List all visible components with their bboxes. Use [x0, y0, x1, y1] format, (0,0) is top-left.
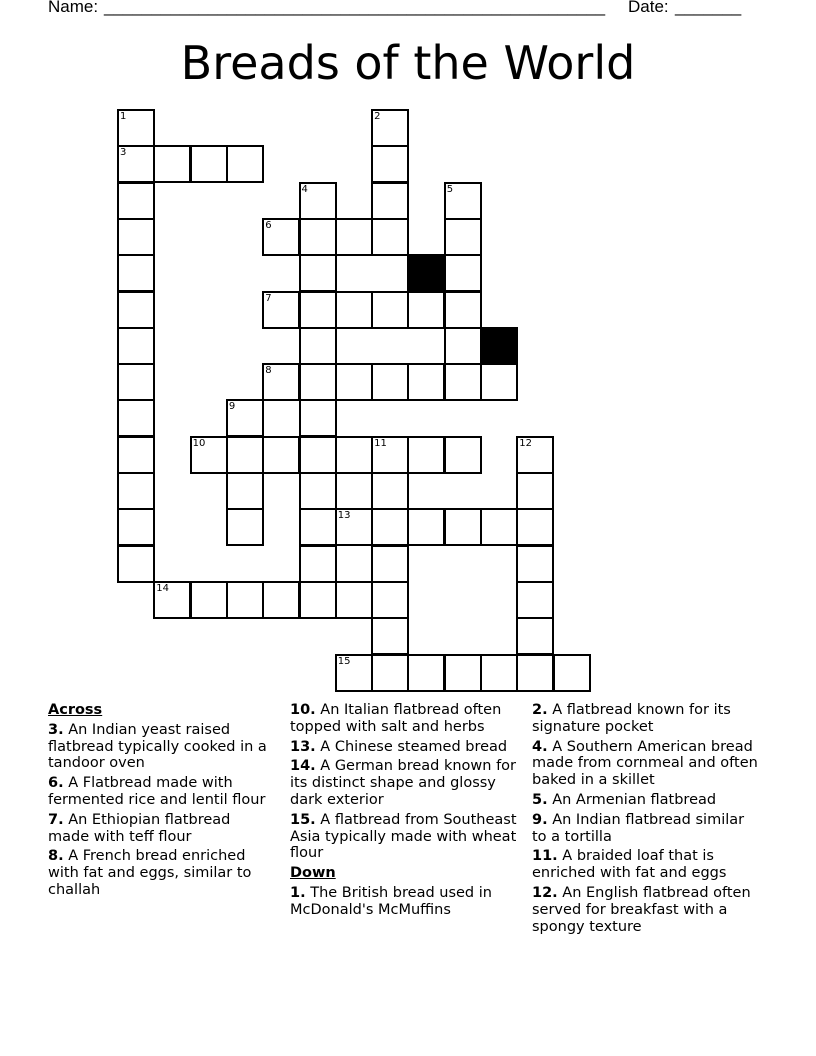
clue-number: 6. [48, 775, 64, 792]
grid-cell[interactable] [444, 182, 482, 220]
clue-number: 12. [532, 884, 558, 901]
grid-cell[interactable] [299, 472, 337, 510]
clue-down-12 [532, 885, 760, 935]
cell-number: 3 [120, 147, 127, 159]
grid-cell[interactable] [117, 182, 155, 220]
grid-cell[interactable] [226, 145, 264, 183]
grid-cell[interactable] [262, 218, 300, 256]
grid-cell[interactable] [335, 508, 373, 546]
clue-across-14 [290, 758, 518, 808]
grid-cell[interactable] [226, 508, 264, 546]
grid-cell[interactable] [371, 145, 409, 183]
grid-cell[interactable] [371, 508, 409, 546]
grid-cell[interactable] [516, 508, 554, 546]
grid-cell[interactable] [516, 472, 554, 510]
grid-cell[interactable] [153, 581, 191, 619]
grid-cell[interactable] [407, 363, 445, 401]
grid-cell[interactable] [117, 291, 155, 329]
grid-cell[interactable] [371, 363, 409, 401]
clue-number: 7. [48, 811, 64, 828]
grid-cell[interactable] [117, 363, 155, 401]
grid-cell[interactable] [299, 327, 337, 365]
grid-cell[interactable] [335, 436, 373, 474]
clue-down-11 [532, 848, 760, 882]
grid-cell[interactable] [117, 327, 155, 365]
clue-down-5 [532, 792, 760, 809]
clue-text: The British bread used in McDonald's McMuffins [290, 884, 492, 918]
clue-number: 4. [532, 738, 548, 755]
grid-cell[interactable] [226, 436, 264, 474]
grid-cell[interactable] [299, 581, 337, 619]
clue-text: An Italian flatbread often topped with salt and herbs [290, 702, 502, 735]
grid-cell[interactable] [371, 545, 409, 583]
grid-cell[interactable] [153, 145, 191, 183]
grid-cell[interactable] [371, 654, 409, 692]
clue-number: 8. [48, 848, 64, 865]
cell-number: 7 [265, 292, 272, 304]
cell-number: 13 [337, 510, 351, 522]
grid-cell[interactable] [117, 399, 155, 437]
clue-column-1 [48, 702, 276, 902]
cell-number: 11 [374, 437, 387, 449]
grid-cell[interactable] [407, 508, 445, 546]
cell-number: 10 [192, 437, 206, 449]
grid-cell[interactable] [371, 436, 409, 474]
grid-cell[interactable] [516, 654, 554, 692]
grid-cell[interactable] [299, 363, 337, 401]
date-field[interactable]: _______ [675, 0, 742, 16]
grid-cell[interactable] [299, 436, 337, 474]
page-title: Breads of the World [180, 36, 636, 90]
grid-cell[interactable] [190, 436, 228, 474]
grid-cell[interactable] [117, 109, 155, 147]
grid-block [480, 327, 518, 365]
name-label: Name: [48, 0, 99, 16]
grid-cell[interactable] [444, 291, 482, 329]
grid-cell[interactable] [226, 399, 264, 437]
grid-cell[interactable] [480, 363, 518, 401]
grid-cell[interactable] [444, 254, 482, 292]
clue-down-2 [532, 702, 760, 736]
grid-cell[interactable] [371, 182, 409, 220]
clue-down-9 [532, 812, 760, 846]
clue-number: 14. [290, 758, 316, 775]
across-heading: Across [48, 702, 103, 718]
grid-cell[interactable] [444, 508, 482, 546]
grid-cell[interactable] [262, 291, 300, 329]
clue-text: An Ethiopian flatbread made with teff flour [48, 811, 231, 845]
grid-cell[interactable] [299, 508, 337, 546]
clue-across-10 [290, 702, 518, 736]
grid-cell[interactable] [299, 218, 337, 256]
grid-cell[interactable] [335, 218, 373, 256]
grid-cell[interactable] [553, 654, 591, 692]
clue-across-13 [290, 739, 518, 756]
grid-cell[interactable] [299, 254, 337, 292]
grid-cell[interactable] [299, 182, 337, 220]
clue-text: A French bread enriched with fat and eggs, similar to challah [48, 848, 252, 898]
clue-number: 15. [290, 811, 316, 828]
grid-cell[interactable] [117, 508, 155, 546]
clue-text: A Chinese steamed bread [320, 738, 508, 755]
clue-across-8 [48, 848, 276, 898]
cell-number: 6 [265, 219, 272, 231]
cell-number: 5 [446, 183, 454, 195]
grid-cell[interactable] [262, 436, 300, 474]
cell-number: 4 [301, 183, 308, 195]
clue-number: 13. [290, 738, 316, 755]
grid-cell[interactable] [335, 581, 373, 619]
grid-cell[interactable] [299, 291, 337, 329]
grid-cell[interactable] [117, 436, 155, 474]
grid-cell[interactable] [480, 508, 518, 546]
clue-column-2 [290, 702, 518, 922]
grid-cell[interactable] [407, 654, 445, 692]
date-label: Date: [628, 0, 669, 16]
grid-cell[interactable] [335, 291, 373, 329]
grid-cell[interactable] [117, 218, 155, 256]
cell-number: 1 [120, 111, 127, 122]
clue-text: A Southern American bread made from cornmeal and often baked in a skillet [532, 738, 758, 789]
cell-number: 8 [265, 365, 272, 377]
grid-cell[interactable] [516, 581, 554, 619]
grid-cell[interactable] [335, 654, 373, 692]
grid-cell[interactable] [190, 581, 228, 619]
grid-cell[interactable] [371, 218, 409, 256]
clue-number: 1. [290, 884, 306, 901]
clue-down-4 [532, 739, 760, 789]
grid-cell[interactable] [516, 436, 554, 474]
clue-number: 9. [532, 811, 548, 828]
grid-cell[interactable] [444, 327, 482, 365]
cell-number: 15 [337, 655, 351, 667]
grid-cell[interactable] [407, 291, 445, 329]
clue-number: 2. [532, 702, 548, 718]
clue-text: A braided loaf that is enriched with fat and eggs [532, 848, 727, 882]
grid-cell[interactable] [371, 472, 409, 510]
down-heading: Down [290, 865, 336, 882]
cell-number: 12 [519, 437, 533, 449]
clue-text: A flatbread known for its signature pocket [532, 702, 731, 735]
clue-text: A Flatbread made with fermented rice and lentil flour [48, 775, 266, 808]
cell-number: 9 [228, 401, 236, 413]
grid-cell[interactable] [262, 363, 300, 401]
grid-cell[interactable] [299, 545, 337, 583]
grid-cell[interactable] [299, 399, 337, 437]
clue-down-1 [290, 885, 518, 919]
grid-cell[interactable] [371, 291, 409, 329]
clue-text: An Indian yeast raised flatbread typically cooked in a tandoor oven [48, 721, 267, 772]
clue-number: 11. [532, 848, 558, 865]
clue-text: An English flatbread often served for breakfast with a spongy texture [532, 884, 751, 935]
grid-cell[interactable] [226, 472, 264, 510]
clue-number: 3. [48, 721, 64, 738]
grid-cell[interactable] [516, 545, 554, 583]
clue-across-6 [48, 775, 276, 809]
name-field[interactable]: _____________________________________________________ [104, 0, 606, 16]
clue-across-15 [290, 812, 518, 862]
grid-cell[interactable] [335, 363, 373, 401]
clue-text: An Indian flatbread similar to a tortilla [532, 811, 745, 845]
clue-across-3 [48, 722, 276, 772]
grid-cell[interactable] [516, 617, 554, 655]
grid-cell[interactable] [262, 581, 300, 619]
grid-cell[interactable] [117, 472, 155, 510]
grid-cell[interactable] [444, 218, 482, 256]
grid-cell[interactable] [444, 654, 482, 692]
cell-number: 2 [374, 111, 381, 122]
grid-cell[interactable] [117, 145, 155, 183]
grid-cell[interactable] [226, 581, 264, 619]
grid-cell[interactable] [117, 545, 155, 583]
cell-number: 14 [156, 582, 170, 594]
grid-cell[interactable] [190, 145, 228, 183]
grid-cell[interactable] [371, 109, 409, 147]
clue-number: 10. [290, 702, 316, 718]
grid-cell[interactable] [444, 436, 482, 474]
grid-cell[interactable] [371, 581, 409, 619]
clue-column-3 [532, 702, 760, 938]
clue-text: A German bread known for its distinct shape and glossy dark exterior [290, 758, 517, 808]
grid-cell[interactable] [407, 436, 445, 474]
grid-block [407, 254, 445, 292]
clue-across-7 [48, 812, 276, 846]
clue-text: An Armenian flatbread [552, 791, 717, 808]
grid-cell[interactable] [371, 617, 409, 655]
clue-text: A flatbread from Southeast Asia typically made with wheat flour [290, 811, 517, 862]
grid-cell[interactable] [444, 363, 482, 401]
grid-cell[interactable] [480, 654, 518, 692]
grid-cell[interactable] [117, 254, 155, 292]
clue-number: 5. [532, 791, 548, 808]
